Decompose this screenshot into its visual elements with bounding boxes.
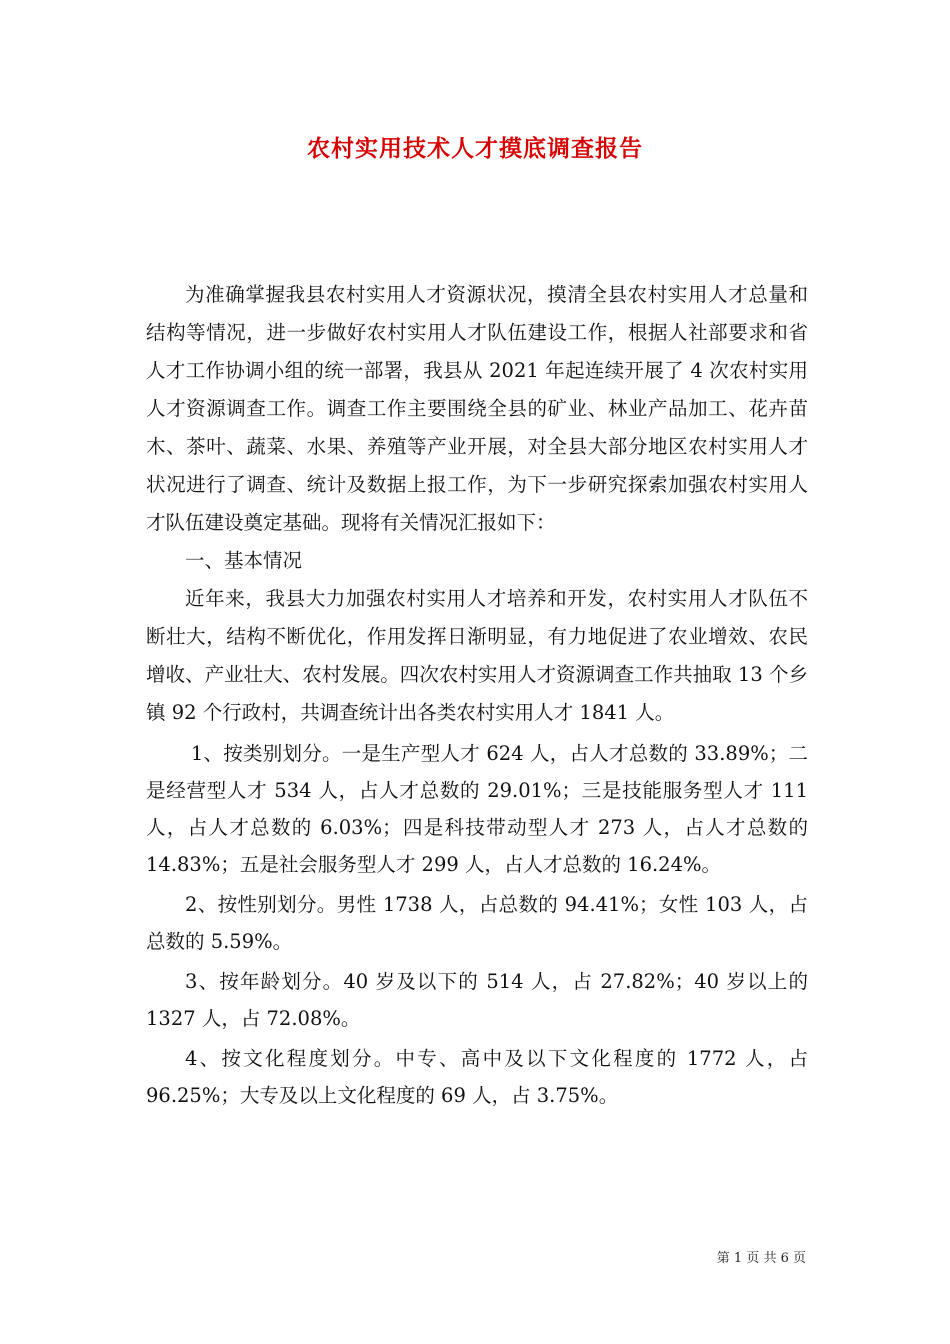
document-title: 农村实用技术人才摸底调查报告: [307, 135, 643, 162]
age-paragraph: 3、按年龄划分。40 岁及以下的 514 人，占 27.82%；40 岁以上的 1327 人，占 72.08%。: [146, 970, 808, 1030]
page-number: 第 1 页 共 6 页: [716, 1251, 806, 1266]
gender-paragraph: 2、按性别划分。男性 1738 人，占总数的 94.41%；女性 103 人，占总数的 5.59%。: [146, 893, 808, 953]
document-body: [146, 276, 808, 1114]
section-heading: 一、基本情况: [185, 549, 303, 572]
category-paragraph: 1、按类别划分。一是生产型人才 624 人，占人才总数的 33.89%；二是经营型人才 534 人，占人才总数的 29.01%；三是技能服务型人才 111 人，占人才总数的 6.03%；四是科技带动型人才 273 人，占人才总数的 14.83%；五是社会服务型人才 299 人，占人才总数的 16.24%。: [146, 742, 808, 876]
intro-paragraph: 为准确掌握我县农村实用人才资源状况，摸清全县农村实用人才总量和结构等情况，进一步做好农村实用人才队伍建设工作，根据人社部要求和省人才工作协调小组的统一部署，我县从 2021 年起连续开展了 4 次农村实用人才资源调查工作。调查工作主要围绕全县的矿业、林业产品加工、花卉苗木、茶叶、蔬菜、水果、养殖等产业开展，对全县大部分地区农村实用人才状况进行了调查、统计及数据上报工作，为下一步研究探索加强农村实用人才队伍建设奠定基础。现将有关情况汇报如下：: [146, 283, 808, 534]
education-paragraph: 4、按文化程度划分。中专、高中及以下文化程度的 1772 人，占 96.25%；大专及以上文化程度的 69 人，占 3.75%。: [146, 1047, 808, 1107]
overview-paragraph: 近年来，我县大力加强农村实用人才培养和开发，农村实用人才队伍不断壮大，结构不断优化，作用发挥日渐明显，有力地促进了农业增效、农民增收、产业壮大、农村发展。四次农村实用人才资源调查工作共抽取 13 个乡镇 92 个行政村，共调查统计出各类农村实用人才 1841 人。: [146, 587, 808, 724]
